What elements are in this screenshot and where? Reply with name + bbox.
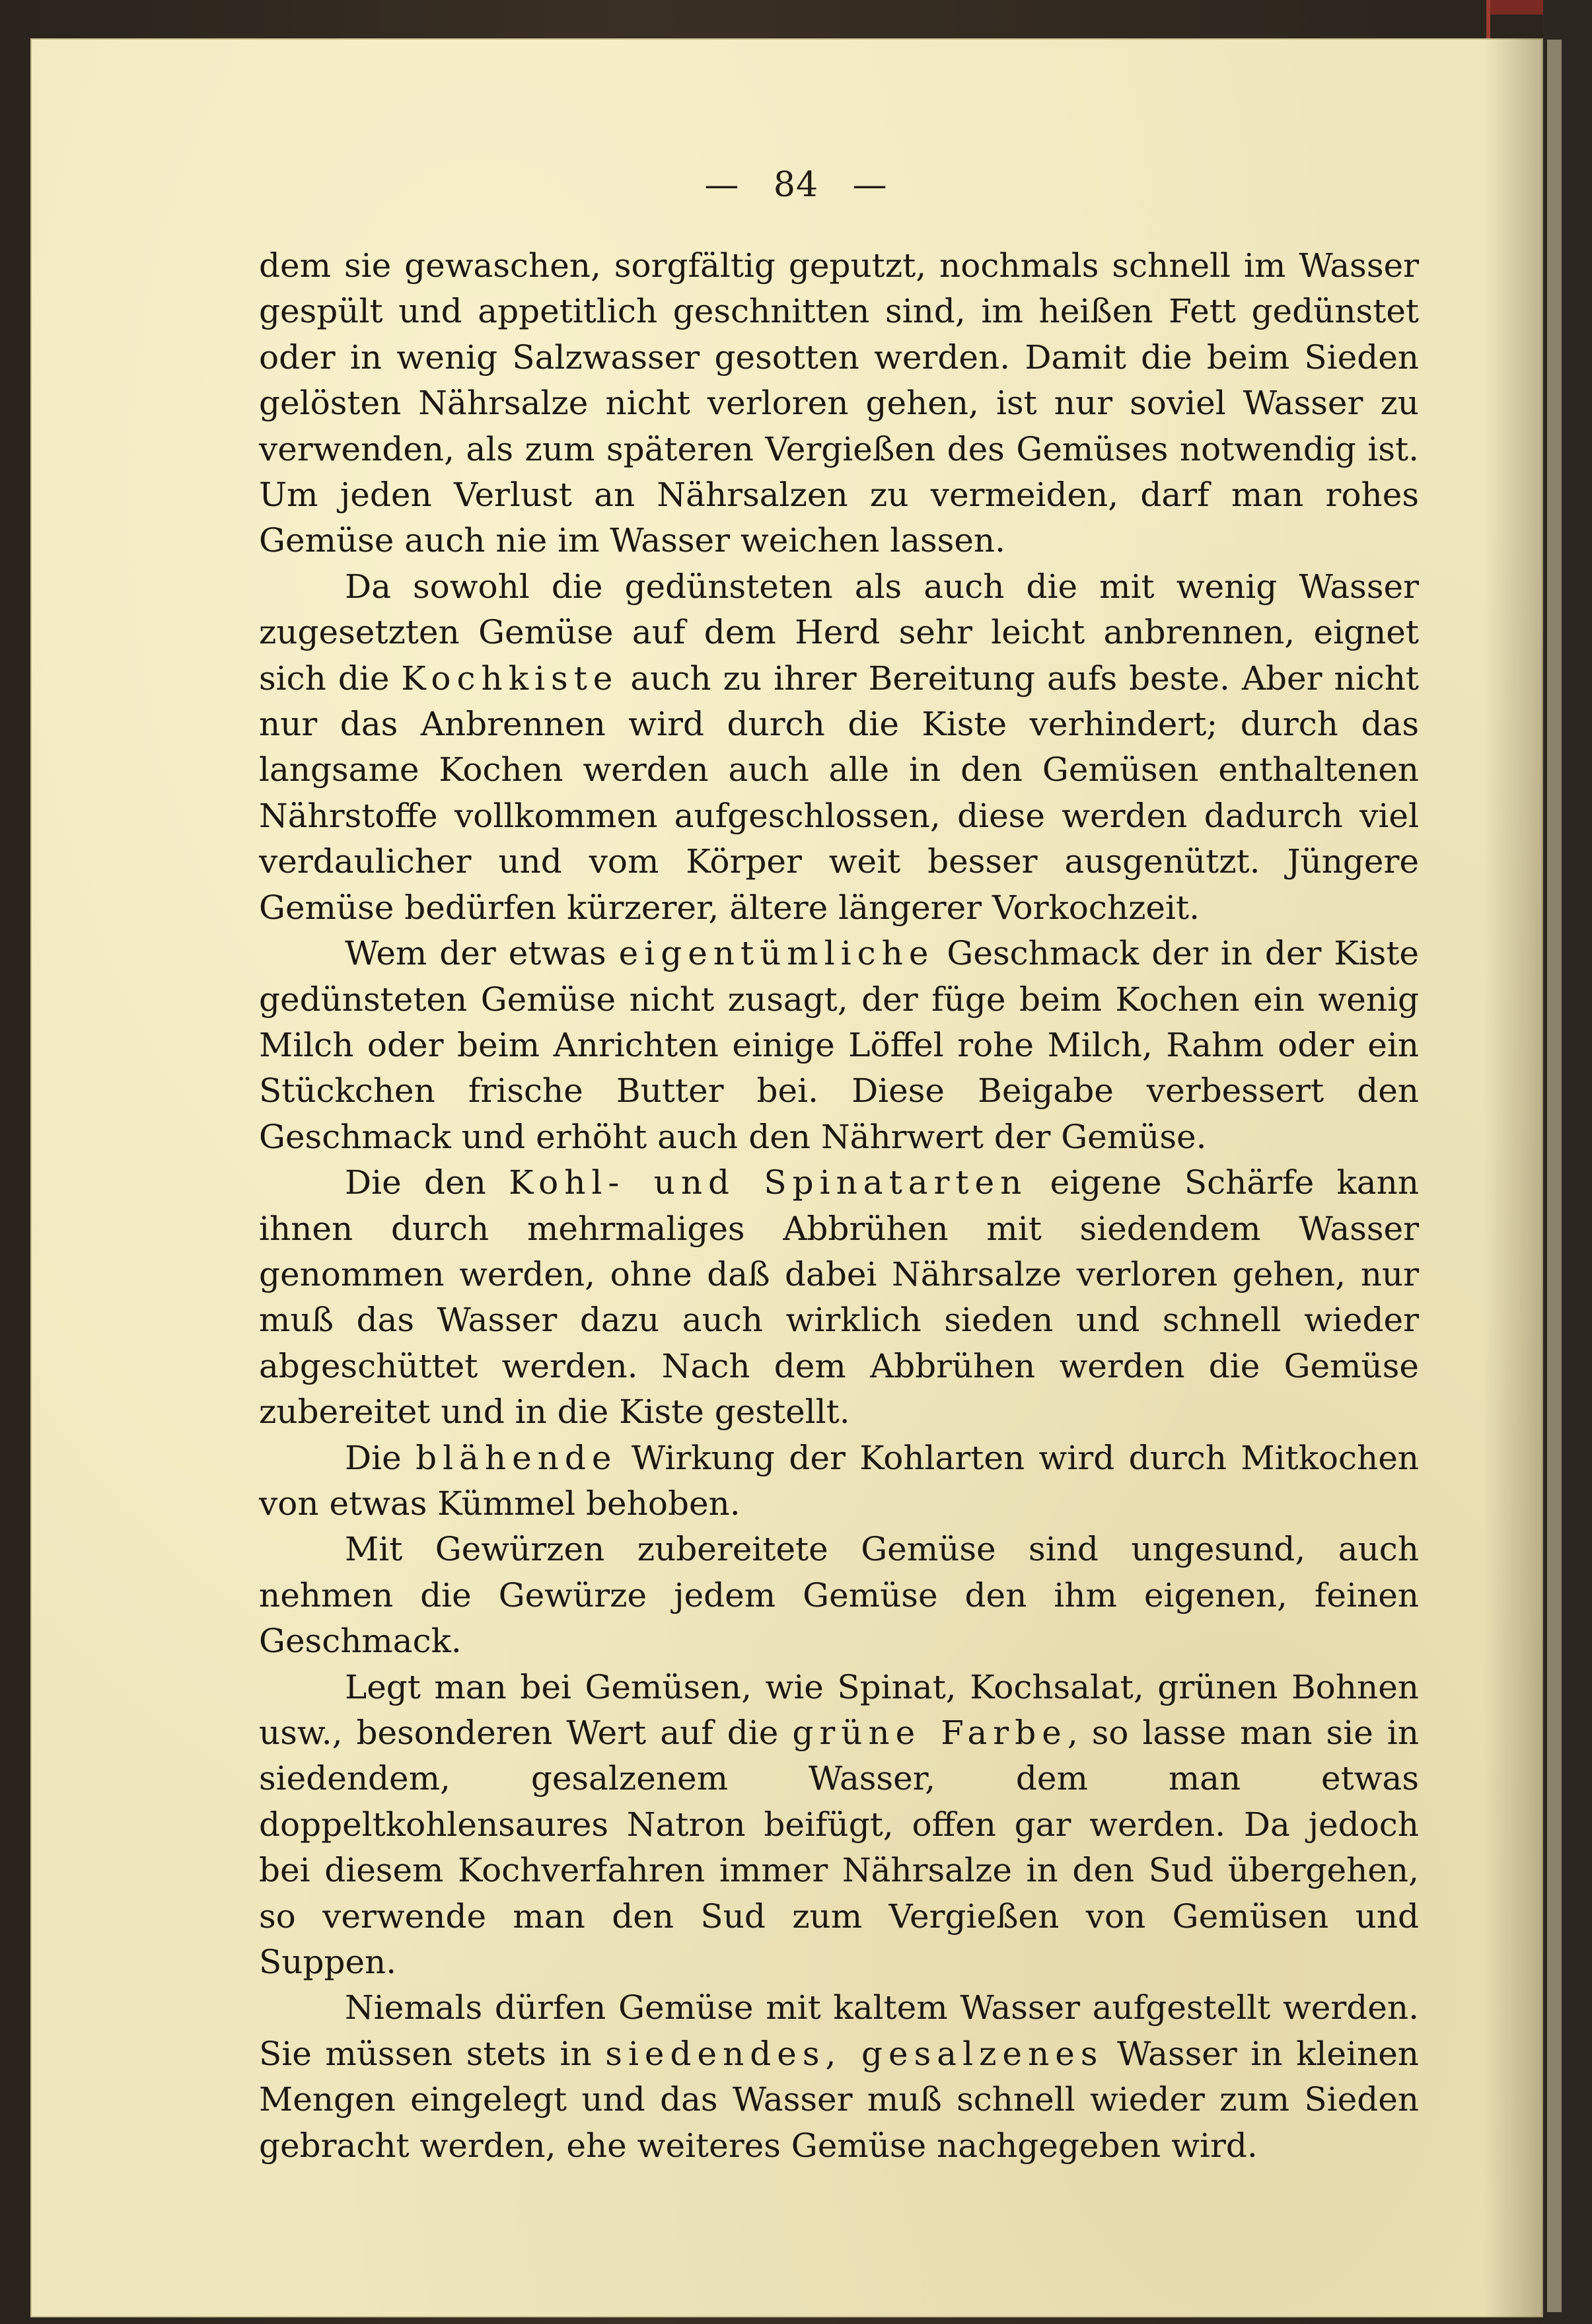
binding-stripe (1486, 0, 1490, 38)
paragraph-3-after: Geschmack der in der Kiste gedünsteten Gemüse nicht zusagt, der füge beim Kochen ein wenig Milch oder beim Anrichten einige Löffel rohe Milch, Rahm oder ein Stückchen frische Butter bei. Diese Beigabe verbessert den Geschmack und erhöht auch den Nährwert der Gemüse. (259, 934, 1419, 1156)
header-dash-left: — (704, 165, 740, 205)
paragraph-6: Mit Gewürzen zubereitete Gemüse sind ungesund, auch nehmen die Gewürze jedem Gemüse den ihm eigenen, feinen Geschmack. (259, 1530, 1419, 1661)
paragraph-8-emphasis: siedendes, gesalzenes (605, 2034, 1104, 2073)
page-header (0, 165, 1592, 205)
paragraph-3-before: Wem der etwas (345, 934, 619, 973)
paragraph-2-after: auch zu ihrer Bereitung aufs beste. Aber nicht nur das Anbrennen wird durch die Kiste verhindert; durch das langsame Kochen werden auch alle in den Gemüsen enthaltenen Nährstoffe vollkommen aufgeschlossen, diese werden dadurch viel verdaulicher und vom Körper weit besser ausgenützt. Jüngere Gemüse bedürfen kürzerer, ältere längerer Vorkochzeit. (259, 659, 1420, 927)
paragraph-4-after: eigene Schärfe kann ihnen durch mehrmaliges Abbrühen mit siedendem Wasser genommen werden, ohne daß dabei Nährsalze verloren gehen, nur muß das Wasser dazu auch wirklich sieden und schnell wieder abgeschüttet werden. Nach dem Abbrühen werden die Gemüse zubereitet und in die Kiste gestellt. (259, 1163, 1419, 1432)
paragraph-8-after: Wasser in kleinen Mengen eingelegt und das Wasser muß schnell wieder zum Sieden gebracht werden, ehe weiteres Gemüse nachgegeben wird. (259, 2034, 1420, 2165)
paragraph-2-emphasis: Kochkiste (401, 659, 619, 698)
paragraph-7-emphasis: grüne Farbe (792, 1714, 1067, 1752)
page-gutter-shadow (1484, 38, 1543, 2317)
paragraph-5-after: Wirkung der Kohlarten wird durch Mitkochen von etwas Kümmel behoben. (259, 1438, 1419, 1523)
paragraph-3 (259, 931, 1419, 1160)
paragraph-2-before: Da sowohl die gedünsteten als auch die mit wenig Wasser zugesetzten Gemüse auf dem Herd sehr leicht anbrennen, eignet sich die (259, 567, 1419, 698)
paragraph-4-before: Die den (345, 1163, 509, 1202)
paragraph-8-before: Niemals dürfen Gemüse mit kaltem Wasser aufgestellt werden. Sie müssen stets in (259, 1988, 1419, 2073)
paragraph-4 (259, 1160, 1419, 1435)
paragraph-7 (259, 1665, 1419, 1986)
paragraph-7-before: Legt man bei Gemüsen, wie Spinat, Kochsalat, grünen Bohnen usw., besonderen Wert auf die (259, 1667, 1419, 1752)
paragraph-4-emphasis: Kohl- und Spinatarten (509, 1163, 1028, 1202)
paragraph-5 (259, 1435, 1419, 1527)
paragraph-8 (259, 1985, 1419, 2169)
paragraph-1: dem sie gewaschen, sorgfältig geputzt, nochmals schnell im Wasser gespült und appetitlich geschnitten sind, im heißen Fett gedünstet oder in wenig Salzwasser gesotten werden. Damit die beim Sieden gelösten Nährsalze nicht verloren gehen, ist nur soviel Wasser zu verwenden, als zum späteren Vergießen des Gemüses notwendig ist. Um jeden Verlust an Nährsalzen zu vermeiden, darf man rohes Gemüse auch nie im Wasser weichen lassen. (259, 246, 1419, 560)
header-dash-right: — (852, 165, 888, 205)
paragraph-7-after: , so lasse man sie in siedendem, gesalzenem Wasser, dem man etwas doppeltkohlensaures Natron beifügt, offen gar werden. Da jedoch bei diesem Kochverfahren immer Nährsalze in den Sud übergehen, so verwende man den Sud zum Vergießen von Gemüsen und Suppen. (259, 1714, 1419, 1982)
page-number: 84 (773, 165, 819, 205)
next-page-edge-paper (1547, 40, 1562, 2312)
paragraph-5-emphasis: blähende (416, 1438, 618, 1477)
body-text (259, 243, 1419, 2169)
paragraph-2 (259, 564, 1419, 931)
paragraph-5-before: Die (345, 1438, 416, 1477)
paragraph-3-emphasis: eigentümliche (618, 934, 935, 973)
